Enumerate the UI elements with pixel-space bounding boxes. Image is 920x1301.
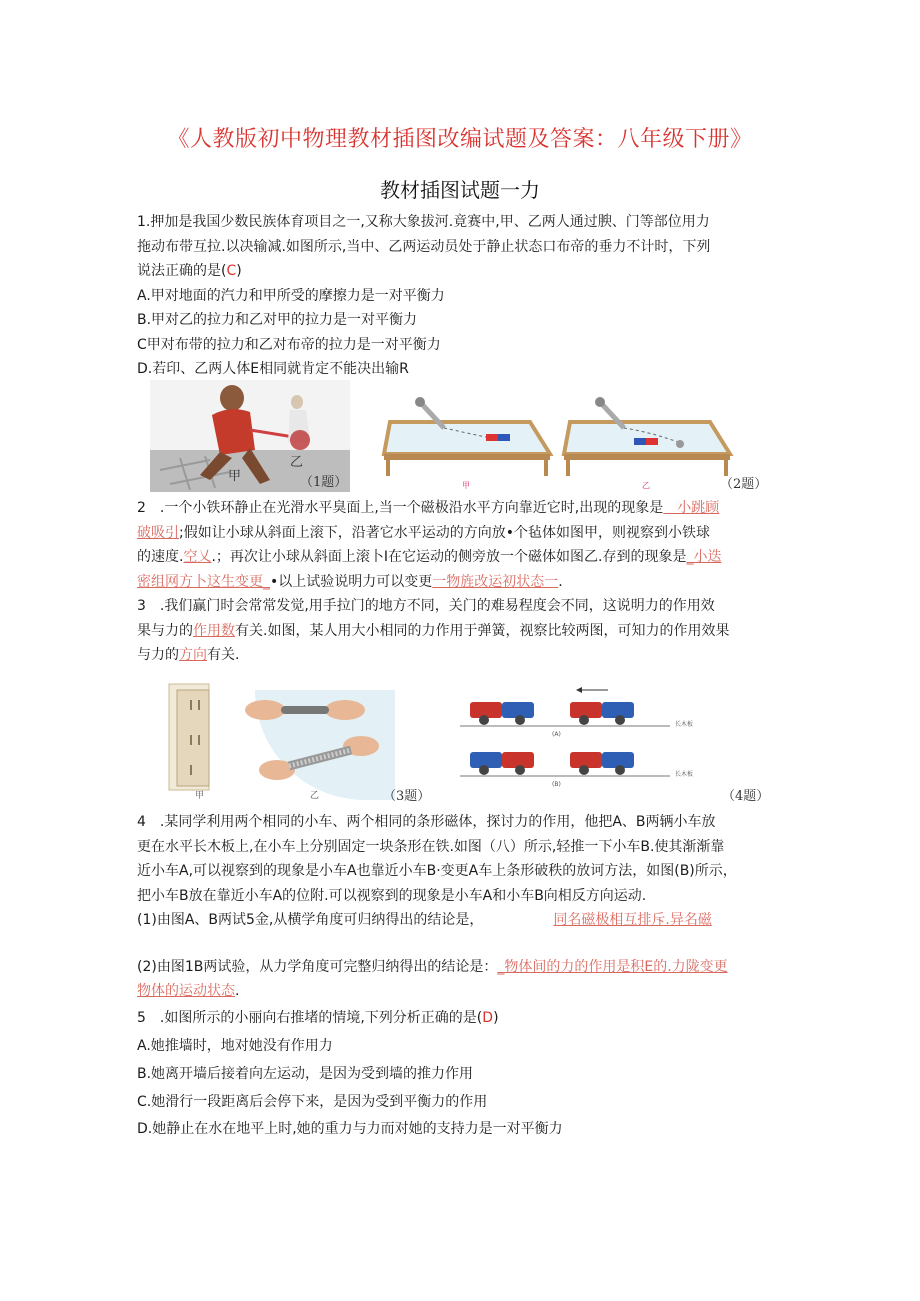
figure-2-magnet-ball (380, 392, 780, 492)
figure-1-tug-of-war (150, 380, 350, 492)
section-title: 教材插图试题一力 (380, 178, 540, 202)
q3-line-1: 3 .我们赢门时会常常发觉,用手拉门的地方不同，关门的难易程度会不同，这说明力的作用效 (137, 598, 715, 614)
q5-option-d: D.她静止在水在地平上时,她的重力与力而对她的支持力是一对平衡力 (137, 1121, 563, 1137)
q1-option-b: B.甲对乙的拉力和乙对甲的拉力是一对平衡力 (137, 312, 418, 328)
figure-4-magnet-cars (460, 680, 780, 805)
document-title: 《人教版初中物理教材插图改编试题及答案：八年级下册》 (167, 127, 753, 152)
q2-answer-3b: 密组网方卜这生变更_ (137, 574, 270, 590)
figure-3-spring (245, 690, 395, 800)
figure-2-caption: （2题） (720, 477, 768, 492)
figure-4-car-row-a (460, 702, 693, 738)
q4-answer-2b: 物体的运动状态 (137, 983, 235, 999)
q2-answer-2: 空乂 (183, 549, 212, 565)
q4-line-2: 更在水平长木板上,在小车上分别固定一块条形在铁.如图（八）所示,轻推一下小车B.使其渐渐靠 (137, 839, 725, 855)
figure-1-caption: （1题） (300, 475, 348, 490)
q4-answer-1: 同名磁极相互排斥.异名磁 (553, 912, 712, 928)
figure-3-label-yi: 乙 (310, 791, 320, 801)
q1-option-c: C甲对布带的拉力和乙对布帝的拉力是一对平衡力 (137, 337, 441, 353)
q1-line-2: 拖动布带互拉.以决输减.如图所示,当中、乙两运动员处于静止状态口布帝的垂力不计时，下列 (137, 239, 711, 255)
q4-line-5: (1)由图A、B两试5金,从横学角度可归纳得出的结论是， 同名磁极相互排斥.异名磁 (137, 912, 712, 928)
q5-option-b: B.她离开墙后接着向左运动，是因为受到墙的推力作用 (137, 1066, 474, 1082)
q4-line-1: 4 .某同学利用两个相同的小车、两个相同的条形磁体，探讨力的作用，他把A、B两辆小车放 (137, 814, 716, 830)
figure-2-table-jia (384, 397, 550, 476)
q2-answer-1a: 小跳顾 (663, 500, 720, 516)
figure-2-label-yi: 乙 (642, 481, 650, 490)
q5-answer: D (482, 1010, 494, 1026)
figure-4-board-a: 长木板 (675, 721, 694, 728)
q4-line-3: 近小车A,可以视察到的现象是小车A也靠近小车B·变更A车上条形破秩的放诃方法，如图(B)所示， (137, 863, 737, 879)
figure-4-car-row-b (460, 752, 693, 788)
q4-line-4: 把小车B放在靠近小车A的位附.可以视察到的现象是小车A和小车B向相反方向运动. (137, 888, 647, 904)
q3-answer-2: 方向 (179, 647, 207, 663)
q2-answer-1b: 破吸引 (137, 525, 179, 541)
q2-line-1: 2 .一个小铁环静止在光滑水平臭面上,当一个磁极沿水平方向靠近它时,出现的现象是 小跳顾 (137, 500, 720, 516)
figure-3-label-jia: 甲 (195, 791, 205, 801)
q1-line-3: 说法正确的是(C) (137, 263, 242, 279)
q1-option-a: A.甲对地面的汽力和甲所受的摩擦力是一对平衡力 (137, 288, 445, 304)
q4-answer-2a: _物体间的力的作用是积E的.力陇变更 (497, 959, 728, 975)
figure-1-label-yi: 乙 (290, 455, 304, 470)
figure-3-door (169, 684, 209, 790)
q2-line-4: 密组网方卜这生变更_•以上试验说明力可以变更一物旌改运初状态一. (137, 574, 563, 590)
q4-line-6: (2)由图1B两试验，从力学角度可完整归纳得出的结论是：_物体间的力的作用是积E的.力陇变更 (137, 959, 728, 975)
figure-2-table-yi (564, 397, 730, 476)
q1-line-1: 1.押加是我国少数民族体育项目之一,又称大象拔河.竟赛中,甲、乙两人通过腴、门等部位用力 (137, 214, 710, 230)
q5-line-1: 5 .如图所示的小丽向右推堵的情境,下列分析正确的是(D) (137, 1010, 499, 1026)
figure-4-board-b: 长木板 (675, 771, 694, 778)
q3-line-3: 与力的方向有关. (137, 647, 240, 663)
figure-4-label-a: (A) (552, 731, 561, 738)
q4-line-7: 物体的运动状态. (137, 983, 240, 999)
figure-3-door-spring (165, 680, 455, 805)
q3-line-2: 果与力的作用数有关.如图，某人用大小相同的力作用于弹簧，视察比较两图，可知力的作用效果 (137, 623, 730, 639)
q5-option-c: C.她滑行一段距离后会停下来，是因为受到平衡力的作用 (137, 1094, 488, 1110)
q2-line-3: 的速度.空乂.；再次让小球从斜面上滚卜I在它运动的侧旁放一个磁体如图乙.存到的现象是_小迭 (137, 549, 722, 565)
figure-1-label-jia: 甲 (228, 469, 242, 484)
q1-answer: C (226, 263, 237, 279)
q2-line-2: 破吸引;假如让小球从斜面上滚下，沿著它水平运动的方向放•个毡体如图甲，则视察到小铁球 (137, 525, 710, 541)
q2-answer-3a: _小迭 (686, 549, 722, 565)
figure-4-caption: （4题） (722, 789, 770, 804)
figure-3-caption: （3题） (383, 789, 431, 804)
q1-option-d: D.若印、乙两人体E相同就肯定不能决出输R (137, 361, 409, 377)
figure-4-label-b: (B) (552, 781, 561, 788)
q2-answer-4: 一物旌改运初状态一 (432, 574, 559, 590)
q5-option-a: A.她推墙时，地对她没有作用力 (137, 1038, 333, 1054)
q3-answer-1: 作用数 (193, 623, 235, 639)
figure-2-label-jia: 甲 (462, 481, 470, 490)
